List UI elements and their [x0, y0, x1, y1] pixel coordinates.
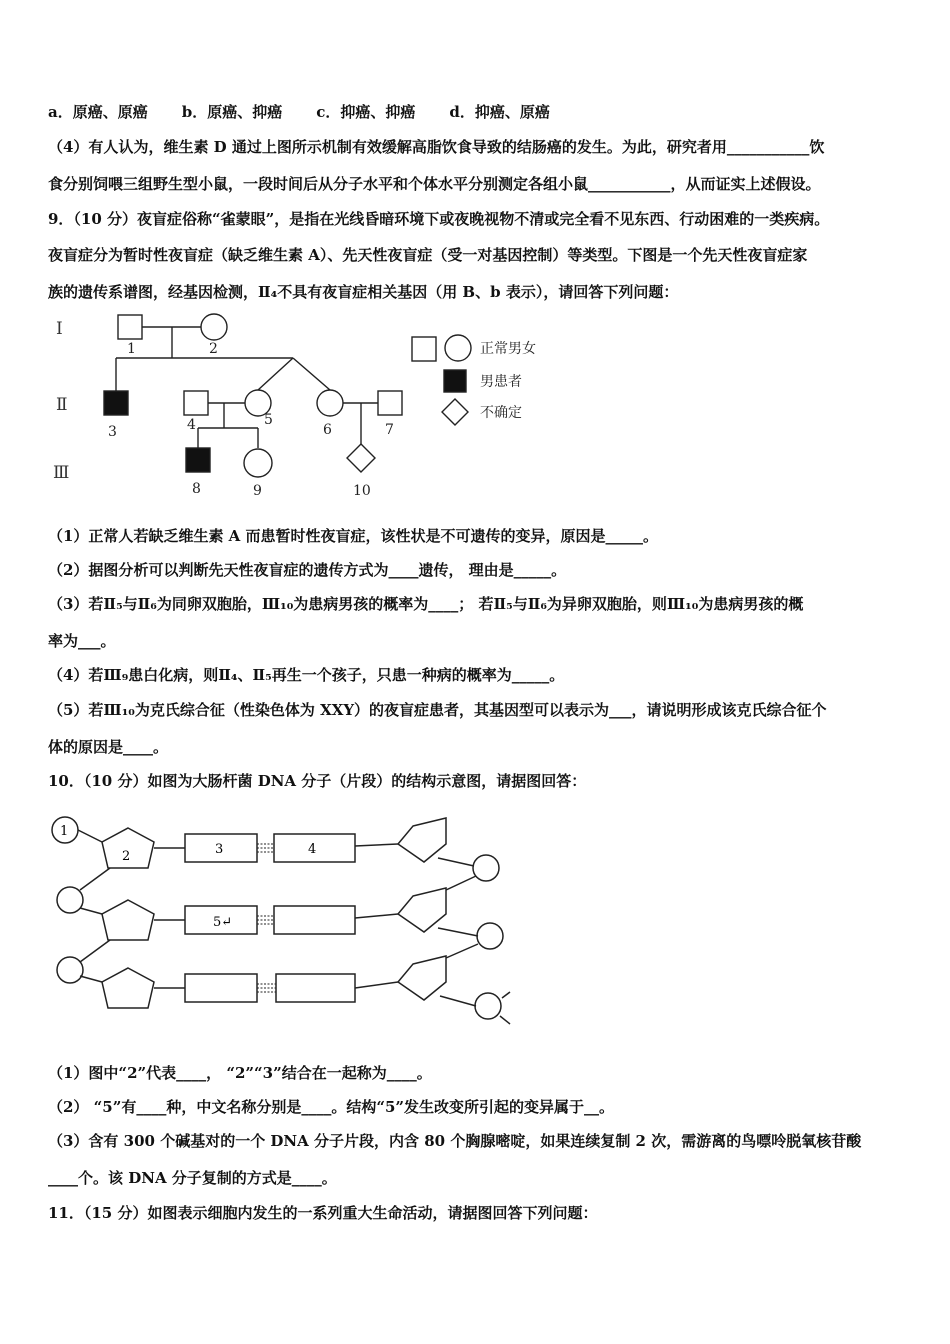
- legend-label-affected: 男患者: [480, 374, 522, 390]
- q9-sub2: （2）据图分析可以判断先天性夜盲症的遗传方式为____遗传， 理由是_____。: [48, 561, 567, 579]
- deoxyribose-right-3: [398, 956, 446, 1000]
- phosphate-3: [57, 957, 83, 983]
- generation-label-1: Ⅰ: [56, 319, 63, 339]
- generation-label-2: Ⅱ: [56, 395, 68, 415]
- pedigree-individual-10: [347, 444, 375, 472]
- q10-sub3-line1: （3）含有 300 个碱基对的一个 DNA 分子片段，内含 80 个胸腺嘧啶，如果连续复制 2 次，需游离的鸟嘌呤脱氧核苷酸: [48, 1132, 862, 1150]
- phosphate-5: [477, 923, 503, 949]
- pedigree-label-5: 5: [264, 412, 273, 428]
- q9-sub5-line1: （5）若Ⅲ₁₀为克氏综合征（性染色体为 XXY）的夜盲症患者，其基因型可以表示为___，请说明形成该克氏综合征个: [48, 701, 827, 719]
- pedigree-chart: [48, 308, 568, 508]
- q8-option-a: a．原癌、原癌: [48, 103, 148, 121]
- pedigree-individual-3: [104, 391, 128, 415]
- q9-header: 9．（10 分）夜盲症俗称“雀蒙眼”，是指在光线昏暗环境下或夜晚视物不清或完全看不见东西、行动困难的一类疾病。: [48, 210, 830, 228]
- pedigree-label-4: 4: [187, 417, 196, 433]
- base-right-2: [274, 906, 355, 934]
- q11-header: 11．（15 分）如图表示细胞内发生的一系列重大生命活动，请据图回答下列问题：: [48, 1204, 598, 1222]
- q8-option-d: d．抑癌、原癌: [449, 103, 550, 121]
- pedigree-label-2: 2: [209, 341, 218, 357]
- deoxyribose-right-1: [398, 818, 446, 862]
- legend-diamond: [442, 399, 468, 425]
- pedigree-individual-8: [186, 448, 210, 472]
- dna-diagram: [48, 808, 518, 1036]
- pedigree-label-3: 3: [108, 424, 117, 440]
- deoxyribose-left-2: [102, 900, 154, 940]
- q9-sub1: （1）正常人若缺乏维生素 A 而患暂时性夜盲症，该性状是不可遗传的变异，原因是_____。: [48, 527, 659, 545]
- pedigree-individual-4: [184, 391, 208, 415]
- q9-sub5-line2: 体的原因是____。: [48, 738, 169, 756]
- q9-line2: 夜盲症分为暂时性夜盲症（缺乏维生素 A）、先天性夜盲症（受一对基因控制）等类型。下图是一个先天性夜盲症家: [48, 246, 808, 264]
- pedigree-label-7: 7: [385, 422, 394, 438]
- base-right-3: [276, 974, 355, 1002]
- q9-line3: 族的遗传系谱图，经基因检测，Ⅱ₄不具有夜盲症相关基因（用 B、b 表示），请回答下列问题：: [48, 283, 679, 301]
- pedigree-individual-7: [378, 391, 402, 415]
- base-left-3: [185, 974, 257, 1002]
- dna-label-3: 3: [215, 842, 224, 857]
- pedigree-label-9: 9: [253, 483, 262, 499]
- q8-4-line2: 食分别饲喂三组野生型小鼠，一段时间后从分子水平和个体水平分别测定各组小鼠___________，从而证实上述假设。: [48, 175, 821, 193]
- pedigree-label-8: 8: [192, 481, 201, 497]
- q9-sub4: （4）若Ⅲ₉患白化病，则Ⅱ₄、Ⅱ₅再生一个孩子，只患一种病的概率为_____。: [48, 666, 565, 684]
- legend-affected-square: [444, 370, 466, 392]
- q10-sub2: （2） “5”有____种，中文名称分别是____。结构“5”发生改变所引起的变异属于__。: [48, 1098, 615, 1116]
- q8-4-line1: （4）有人认为，维生素 D 通过上图所示机制有效缓解高脂饮食导致的结肠癌的发生。为此，研究者用___________饮: [48, 138, 825, 156]
- phosphate-2: [57, 887, 83, 913]
- legend-circle: [445, 335, 471, 361]
- pedigree-individual-6: [317, 390, 343, 416]
- dna-label-1: 1: [60, 824, 69, 839]
- dna-label-2: 2: [122, 849, 131, 864]
- pedigree-individual-1: [118, 315, 142, 339]
- deoxyribose-left-3: [102, 968, 154, 1008]
- q10-sub3-line2: ____个。该 DNA 分子复制的方式是____。: [48, 1169, 337, 1187]
- phosphate-6: [475, 993, 501, 1019]
- deoxyribose-right-2: [398, 888, 446, 932]
- phosphate-4: [473, 855, 499, 881]
- q9-sub3-line2: 率为___。: [48, 632, 116, 650]
- pedigree-label-6: 6: [323, 422, 332, 438]
- legend-square: [412, 337, 436, 361]
- generation-label-3: Ⅲ: [53, 463, 70, 483]
- q9-sub3-line1: （3）若Ⅱ₅与Ⅱ₆为同卵双胞胎，Ⅲ₁₀为患病男孩的概率为____； 若Ⅱ₅与Ⅱ₆为异卵双胞胎，则Ⅲ₁₀为患病男孩的概: [48, 595, 804, 613]
- pedigree-label-1: 1: [127, 341, 136, 357]
- pedigree-individual-2: [201, 314, 227, 340]
- pedigree-individual-9: [244, 449, 272, 477]
- legend-label-normal: 正常男女: [480, 341, 536, 357]
- q8-option-b: b．原癌、抑癌: [181, 103, 283, 121]
- legend-label-uncertain: 不确定: [480, 405, 522, 421]
- q10-header: 10．（10 分）如图为大肠杆菌 DNA 分子（片段）的结构示意图，请据图回答：: [48, 772, 587, 790]
- q8-options: [48, 102, 584, 122]
- dna-label-5: 5↵: [213, 915, 233, 930]
- dna-label-4: 4: [308, 842, 317, 857]
- q10-sub1: （1）图中“2”代表____， “2”“3”结合在一起称为____。: [48, 1064, 432, 1082]
- pedigree-label-10: 10: [353, 483, 371, 499]
- q8-option-c: c．抑癌、抑癌: [316, 103, 416, 121]
